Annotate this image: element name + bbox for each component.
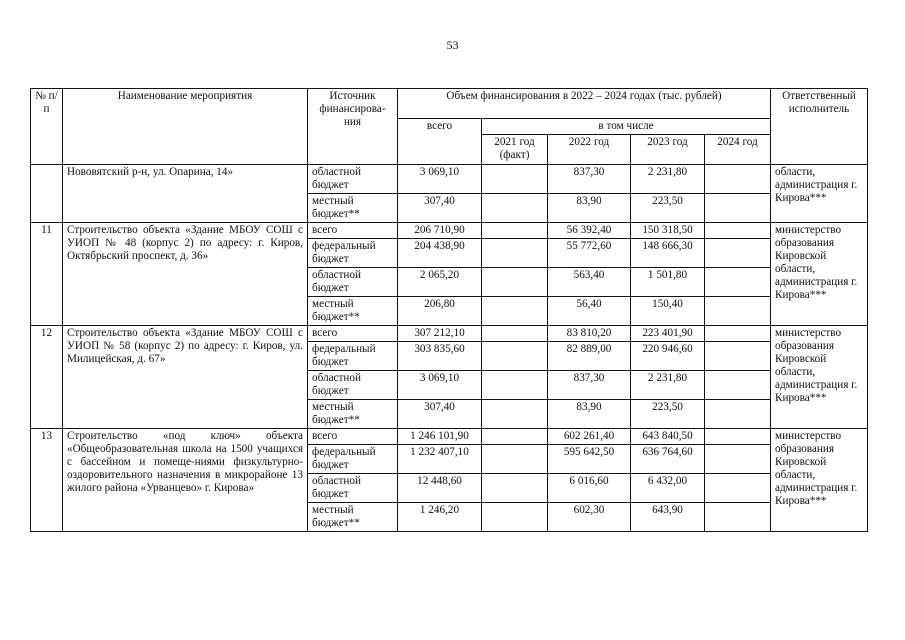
cell-2021	[482, 445, 548, 474]
cell-2022: 563,40	[548, 268, 631, 297]
table-row	[31, 223, 868, 239]
cell-2024	[705, 297, 771, 326]
header-year-2023: 2023 год	[631, 135, 705, 165]
cell-2021	[482, 326, 548, 342]
row-source: областной бюджет	[308, 165, 398, 194]
cell-2022: 602,30	[548, 503, 631, 532]
header-year-2024: 2024 год	[705, 135, 771, 165]
cell-2023: 223 401,90	[631, 326, 705, 342]
cell-2024	[705, 268, 771, 297]
header-total: всего	[398, 119, 482, 165]
cell-2021	[482, 239, 548, 268]
row-num	[31, 165, 63, 223]
row-responsible: министерство образования Кировской области, администрация г. Кирова***	[771, 223, 868, 326]
row-responsible: области, администрация г. Кирова***	[771, 165, 868, 223]
row-responsible: министерство образования Кировской области, администрация г. Кирова***	[771, 326, 868, 429]
cell-total: 3 069,10	[398, 371, 482, 400]
cell-2023: 223,50	[631, 400, 705, 429]
cell-2023: 643,90	[631, 503, 705, 532]
row-source: всего	[308, 429, 398, 445]
table-row	[31, 165, 868, 194]
cell-2024	[705, 503, 771, 532]
header-including: в том числе	[482, 119, 771, 135]
cell-total: 3 069,10	[398, 165, 482, 194]
row-source: местный бюджет**	[308, 400, 398, 429]
row-source: местный бюджет**	[308, 503, 398, 532]
cell-2021	[482, 429, 548, 445]
financing-table	[30, 88, 868, 532]
cell-2022: 56 392,40	[548, 223, 631, 239]
cell-total: 307,40	[398, 194, 482, 223]
row-source: областной бюджет	[308, 268, 398, 297]
cell-total: 307 212,10	[398, 326, 482, 342]
row-source: местный бюджет**	[308, 194, 398, 223]
cell-2022: 837,30	[548, 371, 631, 400]
page-number: 53	[446, 38, 459, 52]
cell-2023: 2 231,80	[631, 371, 705, 400]
row-source: федеральный бюджет	[308, 239, 398, 268]
cell-2023: 220 946,60	[631, 342, 705, 371]
cell-2024	[705, 239, 771, 268]
row-source: всего	[308, 223, 398, 239]
row-source: федеральный бюджет	[308, 342, 398, 371]
cell-2022: 602 261,40	[548, 429, 631, 445]
cell-2023: 150 318,50	[631, 223, 705, 239]
cell-2023: 2 231,80	[631, 165, 705, 194]
cell-2021	[482, 165, 548, 194]
cell-2022: 55 772,60	[548, 239, 631, 268]
row-source: местный бюджет**	[308, 297, 398, 326]
cell-total: 1 232 407,10	[398, 445, 482, 474]
header-source: Источник финансирова-ния	[308, 89, 398, 165]
cell-2023: 1 501,80	[631, 268, 705, 297]
cell-2021	[482, 223, 548, 239]
header-year-2021: 2021 год (факт)	[482, 135, 548, 165]
cell-total: 303 835,60	[398, 342, 482, 371]
cell-2021	[482, 194, 548, 223]
cell-2024	[705, 194, 771, 223]
table-row	[31, 429, 868, 445]
cell-2023: 148 666,30	[631, 239, 705, 268]
cell-total: 1 246 101,90	[398, 429, 482, 445]
cell-2022: 837,30	[548, 165, 631, 194]
cell-2022: 6 016,60	[548, 474, 631, 503]
cell-2024	[705, 400, 771, 429]
cell-2022: 83 810,20	[548, 326, 631, 342]
row-name: Строительство «под ключ» объекта «Общеобразовательная школа на 1500 учащихся с бассейном и помеще-ниями физкультурно-оздоровительного назначения в микрорайоне 13 жилого района «Урванцево» г. Кирова»	[63, 429, 308, 532]
header-name: Наименование мероприятия	[63, 89, 308, 165]
cell-2021	[482, 342, 548, 371]
cell-2021	[482, 297, 548, 326]
cell-2023: 150,40	[631, 297, 705, 326]
cell-2023: 223,50	[631, 194, 705, 223]
cell-2021	[482, 474, 548, 503]
cell-2022: 56,40	[548, 297, 631, 326]
header-volume: Объем финансирования в 2022 – 2024 годах (тыс. рублей)	[398, 89, 771, 119]
row-source: областной бюджет	[308, 371, 398, 400]
header-responsible: Ответственный исполнитель	[771, 89, 868, 165]
cell-2024	[705, 165, 771, 194]
header-num: № п/п	[31, 89, 63, 165]
cell-2022: 595 642,50	[548, 445, 631, 474]
row-name: Нововятский р-н, ул. Опарина, 14»	[63, 165, 308, 223]
row-num: 11	[31, 223, 63, 326]
cell-2023: 636 764,60	[631, 445, 705, 474]
cell-2023: 6 432,00	[631, 474, 705, 503]
cell-2024	[705, 445, 771, 474]
row-num: 12	[31, 326, 63, 429]
cell-2024	[705, 326, 771, 342]
cell-total: 1 246,20	[398, 503, 482, 532]
table-row	[31, 326, 868, 342]
cell-2021	[482, 268, 548, 297]
cell-2023: 643 840,50	[631, 429, 705, 445]
cell-total: 307,40	[398, 400, 482, 429]
row-name: Строительство объекта «Здание МБОУ СОШ с УИОП № 48 (корпус 2) по адресу: г. Киров, Октябрьский проспект, д. 36»	[63, 223, 308, 326]
cell-total: 206,80	[398, 297, 482, 326]
cell-2021	[482, 371, 548, 400]
row-num: 13	[31, 429, 63, 532]
cell-2022: 83,90	[548, 400, 631, 429]
cell-2021	[482, 503, 548, 532]
row-source: всего	[308, 326, 398, 342]
row-name: Строительство объекта «Здание МБОУ СОШ с УИОП № 58 (корпус 2) по адресу: г. Киров, ул. Милицейская, д. 67»	[63, 326, 308, 429]
cell-2024	[705, 474, 771, 503]
row-source: федеральный бюджет	[308, 445, 398, 474]
cell-2022: 83,90	[548, 194, 631, 223]
row-responsible: министерство образования Кировской области, администрация г. Кирова***	[771, 429, 868, 532]
cell-total: 204 438,90	[398, 239, 482, 268]
cell-2022: 82 889,00	[548, 342, 631, 371]
cell-2024	[705, 223, 771, 239]
header-year-2022: 2022 год	[548, 135, 631, 165]
cell-total: 12 448,60	[398, 474, 482, 503]
cell-2024	[705, 371, 771, 400]
cell-total: 206 710,90	[398, 223, 482, 239]
cell-total: 2 065,20	[398, 268, 482, 297]
cell-2024	[705, 429, 771, 445]
cell-2024	[705, 342, 771, 371]
cell-2021	[482, 400, 548, 429]
row-source: областной бюджет	[308, 474, 398, 503]
